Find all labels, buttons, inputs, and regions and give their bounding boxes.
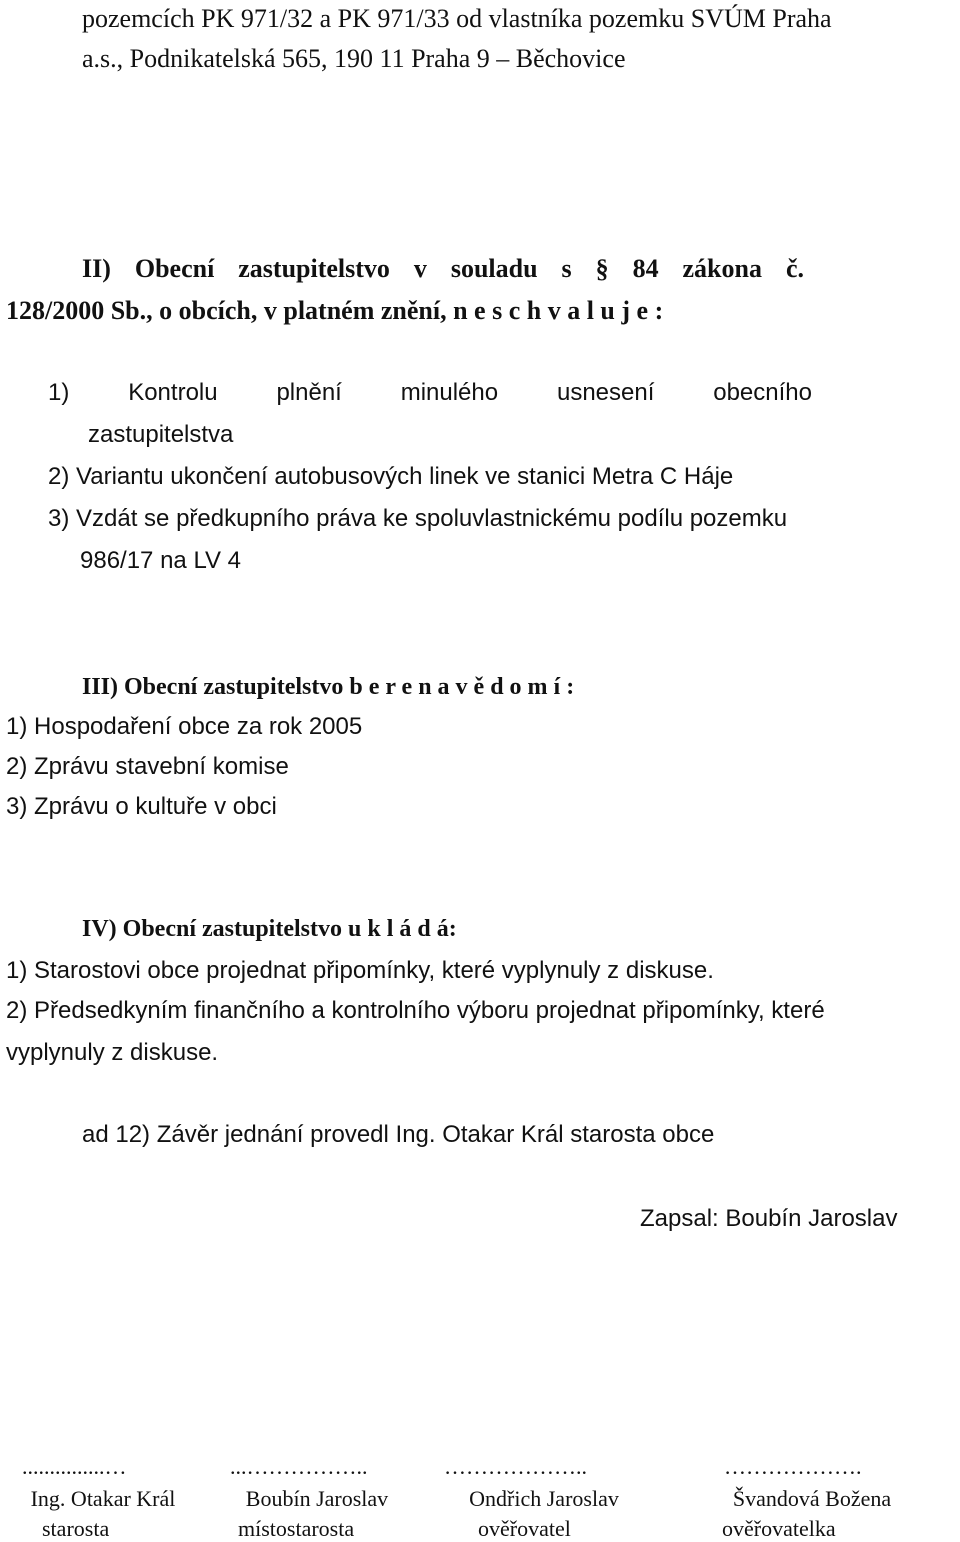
signature-dots: ………………. [724, 1454, 862, 1479]
section2-word: II) [82, 254, 111, 283]
recorder-line: Zapsal: Boubín Jaroslav [640, 1205, 898, 1232]
signature-block-mayor [8, 1454, 198, 1542]
signature-dots: ...............… [22, 1454, 127, 1479]
section2-word: s [561, 254, 572, 283]
section2-word: 84 [632, 254, 659, 283]
signature-block-verifier-1 [444, 1454, 644, 1542]
signature-role: místostarosta [238, 1516, 355, 1541]
section2-item-3-cont: 986/17 na LV 4 [80, 547, 242, 574]
section2-item1-word: usnesení [556, 379, 655, 406]
signature-role: ověřovatel [478, 1516, 571, 1541]
section2-item-1 [48, 378, 812, 408]
signature-name: Švandová Božena [732, 1486, 892, 1511]
section2-item1-word: 1) [48, 379, 70, 406]
section2-word: zákona [682, 254, 762, 283]
section4-item-2: 2) Předsedkyním finančního a kontrolního výboru projednat připomínky, které [6, 997, 825, 1024]
section4-heading: IV) Obecní zastupitelstvo u k l á d á: [82, 916, 457, 942]
closing-statement: ad 12) Závěr jednání provedl Ing. Otakar Král starosta obce [82, 1121, 715, 1148]
section2-word: zastupitelstvo [238, 254, 390, 283]
signature-name: Boubín Jaroslav [245, 1486, 389, 1511]
section2-item-3: 3) Vzdát se předkupního práva ke spoluvlastnickému podílu pozemku [48, 505, 788, 532]
section4-item-2-cont: vyplynuly z diskuse. [6, 1039, 219, 1066]
signature-name: Ondřich Jaroslav [469, 1486, 619, 1511]
signature-role: ověřovatelka [722, 1516, 836, 1541]
section2-item-2: 2) Variantu ukončení autobusových linek ve stanici Metra C Háje [48, 463, 734, 490]
section2-heading-line-2: 128/2000 Sb., o obcích, v platném znění, n e s c h v a l u j e : [6, 296, 664, 325]
signature-dots: ……………….. [444, 1454, 587, 1479]
section2-item1-word: obecního [713, 379, 812, 406]
section2-word: souladu [450, 254, 538, 283]
section2-word: § [595, 254, 609, 283]
section3-heading: III) Obecní zastupitelstvo b e r e n a v ě d o m í : [82, 674, 575, 700]
section3-item-3: 3) Zprávu o kultuře v obci [6, 793, 277, 820]
section3-item-1: 1) Hospodaření obce za rok 2005 [6, 713, 363, 740]
section2-item1-word: plnění [276, 379, 342, 406]
section2-heading [82, 254, 804, 284]
signature-block-deputy [222, 1454, 412, 1542]
signature-name: Ing. Otakar Král [30, 1486, 176, 1511]
intro-line-1: pozemcích PK 971/32 a PK 971/33 od vlastníka pozemku SVÚM Praha [82, 4, 832, 33]
section2-item-1-cont: zastupitelstva [88, 421, 234, 448]
section3-item-2: 2) Zprávu stavební komise [6, 753, 289, 780]
section2-item1-word: minulého [400, 379, 499, 406]
signature-role: starosta [42, 1516, 110, 1541]
signature-block-verifier-2 [712, 1454, 912, 1542]
section2-word: č. [785, 254, 804, 283]
intro-line-2: a.s., Podnikatelská 565, 190 11 Praha 9 – Běchovice [82, 44, 626, 73]
signature-dots: ...…………….. [230, 1454, 368, 1479]
section2-word: Obecní [134, 254, 215, 283]
section2-item1-word: Kontrolu [128, 379, 218, 406]
section2-word: v [413, 254, 427, 283]
section4-item-1: 1) Starostovi obce projednat připomínky, které vyplynuly z diskuse. [6, 957, 714, 984]
